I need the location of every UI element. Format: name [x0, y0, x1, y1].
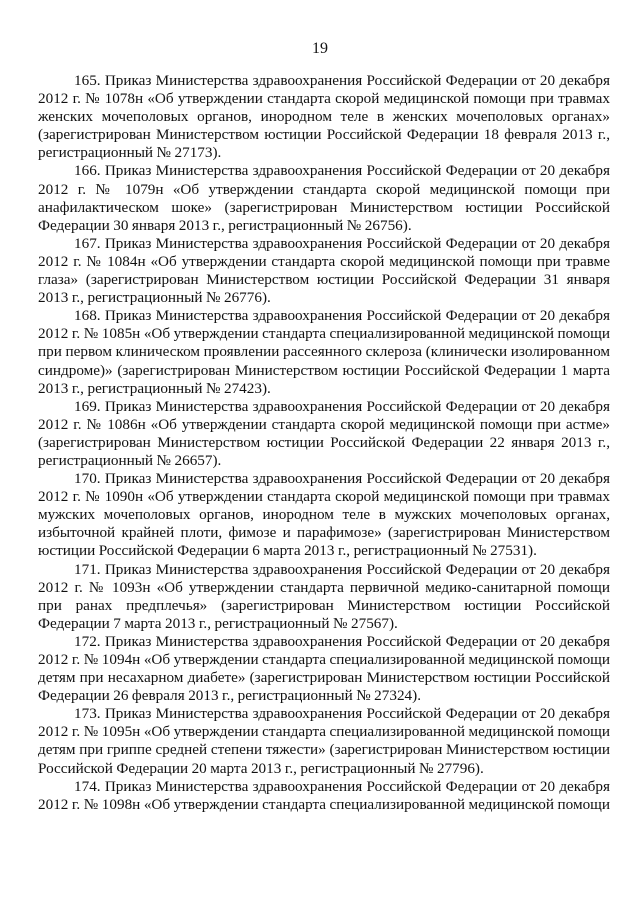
list-item: 169. Приказ Министерства здравоохранения Российской Федерации от 20 декабря 2012 г. № 1086н «Об утверждении стандарта скорой медицинской помощи при астме» (зарегистрирован Министерством юстиции Российской Федерации 22 января 2013 г., регистрационный № 26657). — [38, 397, 610, 469]
document-body — [38, 72, 610, 814]
list-item: 173. Приказ Министерства здравоохранения Российской Федерации от 20 декабря 2012 г. № 1095н «Об утверждении стандарта специализированной медицинской помощи детям при гриппе средней степени тяжести» (зарегистрирован Министерством юстиции Российской Федерации 20 марта 2013 г., регистрационный № 27796). — [38, 705, 610, 777]
page-number: 19 — [312, 40, 328, 57]
list-item: 165. Приказ Министерства здравоохранения Российской Федерации от 20 декабря 2012 г. № 1078н «Об утверждении стандарта скорой медицинской помощи при травмах женских мочеполовых органов, инородном теле в женских мочеполовых органах» (зарегистрирован Министерством юстиции Российской Федерации 18 февраля 2013 г., регистрационный № 27173). — [38, 72, 610, 162]
list-item: 168. Приказ Министерства здравоохранения Российской Федерации от 20 декабря 2012 г. № 1085н «Об утверждении стандарта специализированной медицинской помощи при первом клиническом проявлении рассеянного склероза (клинически изолированном синдроме)» (зарегистрирован Министерством юстиции Российской Федерации 1 марта 2013 г., регистрационный № 27423). — [38, 307, 610, 397]
list-item: 166. Приказ Министерства здравоохранения Российской Федерации от 20 декабря 2012 г. № 1079н «Об утверждении стандарта скорой медицинской помощи при анафилактическом шоке» (зарегистрирован Министерством юстиции Российской Федерации 30 января 2013 г., регистрационный № 26756). — [38, 162, 610, 234]
list-item: 167. Приказ Министерства здравоохранения Российской Федерации от 20 декабря 2012 г. № 1084н «Об утверждении стандарта скорой медицинской помощи при травме глаза» (зарегистрирован Министерством юстиции Российской Федерации 31 января 2013 г., регистрационный № 26776). — [38, 234, 610, 307]
list-item: 172. Приказ Министерства здравоохранения Российской Федерации от 20 декабря 2012 г. № 1094н «Об утверждении стандарта специализированной медицинской помощи детям при несахарном диабете» (зарегистрирован Министерством юстиции Российской Федерации 26 февраля 2013 г., регистрационный № 27324). — [38, 632, 610, 705]
list-item: 174. Приказ Министерства здравоохранения Российской Федерации от 20 декабря 2012 г. № 1098н «Об утверждении стандарта специализированной медицинской помощи — [38, 777, 610, 813]
list-item: 171. Приказ Министерства здравоохранения Российской Федерации от 20 декабря 2012 г. № 1093н «Об утверждении стандарта первичной медико-санитарной помощи при ранах предплечья» (зарегистрирован Министерством юстиции Российской Федерации 7 марта 2013 г., регистрационный № 27567). — [38, 560, 610, 632]
list-item: 170. Приказ Министерства здравоохранения Российской Федерации от 20 декабря 2012 г. № 1090н «Об утверждении стандарта скорой медицинской помощи при травмах мужских мочеполовых органов, инородном теле в мужских мочеполовых органах, избыточной крайней плоти, фимозе и парафимозе» (зарегистрирован Министерством юстиции Российской Федерации 6 марта 2013 г., регистрационный № 27531). — [38, 470, 610, 560]
